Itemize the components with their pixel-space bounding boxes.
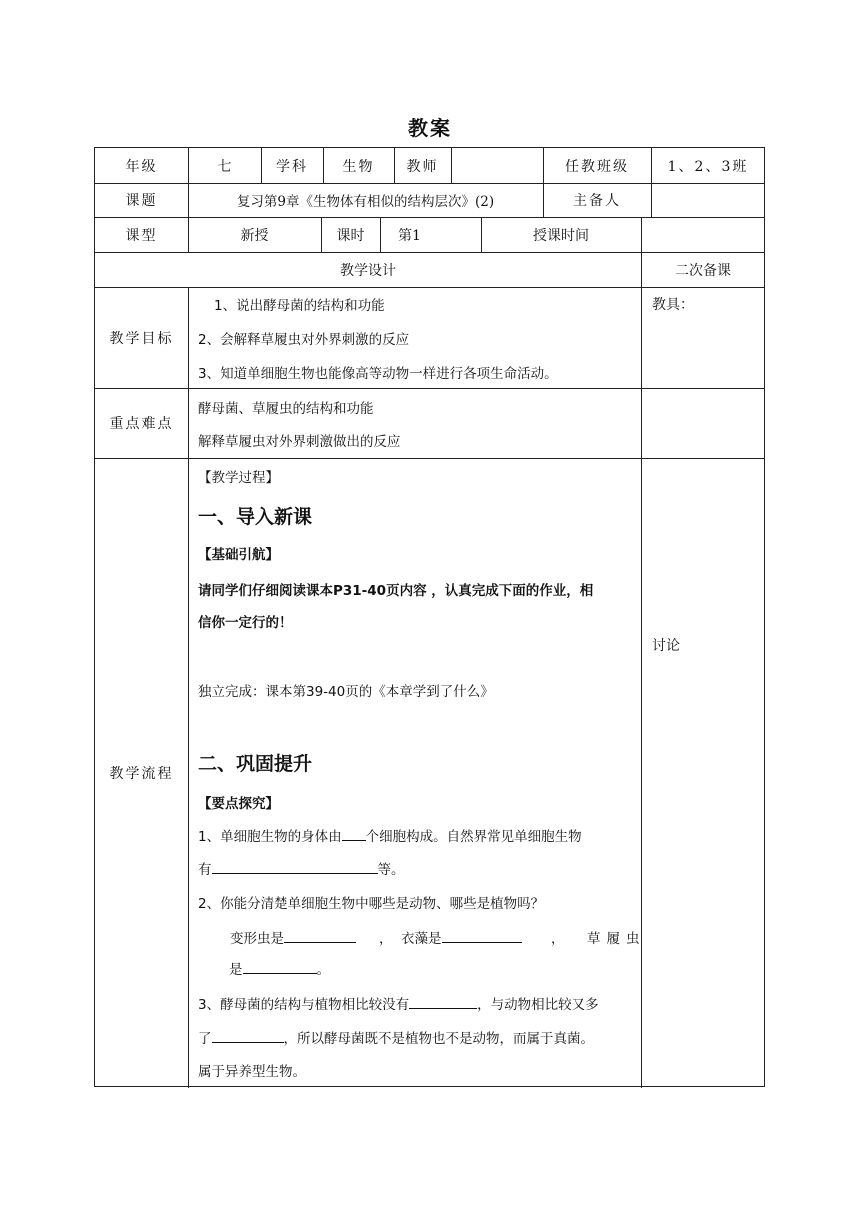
- keypoint-item: 解释草履虫对外界刺激做出的反应: [198, 434, 401, 450]
- question-2-algae: 衣藻是: [401, 927, 522, 947]
- type-value: 新授: [240, 227, 269, 244]
- section1-title: 一、导入新课: [198, 506, 313, 528]
- question-2: 2、你能分清楚单细胞生物中哪些是动物、哪些是植物吗？: [198, 896, 545, 912]
- answer-blank[interactable]: [284, 928, 356, 943]
- question-1-cont: 有 等。: [198, 858, 405, 878]
- page-title: 教案: [408, 116, 452, 140]
- time-value[interactable]: [641, 217, 765, 252]
- question-2-amoeba: 变形虫是: [230, 927, 356, 947]
- topic-value: 复习第9章《生物体有相似的结构层次》(2): [236, 194, 495, 210]
- independent-task: 独立完成：课本第39-40页的《本章学到了什么》: [198, 684, 494, 700]
- row-divider: [95, 388, 765, 389]
- answer-blank[interactable]: [342, 826, 366, 841]
- design-heading: 教学设计: [340, 262, 396, 279]
- question-2-paramecium-cont: 是 。: [229, 958, 330, 978]
- answer-blank[interactable]: [243, 959, 317, 974]
- separator: ，: [551, 931, 565, 947]
- question-3-end: 属于异养型生物。: [198, 1064, 306, 1080]
- preparer-label: 主备人: [573, 193, 621, 209]
- process-tag: 【教学过程】: [198, 470, 279, 486]
- col-divider: [641, 252, 642, 1088]
- objective-item: 3、知道单细胞生物也能像高等动物一样进行各项生命活动。: [198, 366, 558, 382]
- tools-label: 教具：: [652, 297, 694, 313]
- secondary-heading: 二次备课: [675, 262, 731, 279]
- section2-title: 二、巩固提升: [198, 753, 313, 775]
- teacher-value[interactable]: [451, 148, 543, 183]
- keypoints-label: 重点难点: [109, 416, 174, 432]
- process-label: 教学流程: [109, 766, 174, 782]
- answer-blank[interactable]: [442, 928, 522, 943]
- explore-tag: 【要点探究】: [198, 796, 279, 812]
- lesson-plan-table: [94, 147, 765, 1087]
- objectives-label: 教学目标: [109, 330, 174, 347]
- answer-blank[interactable]: [409, 994, 477, 1009]
- preparer-value[interactable]: [651, 183, 765, 217]
- row-divider: [95, 458, 765, 459]
- guide-line: 信你一定行的！: [198, 615, 293, 631]
- grade-value: 七: [217, 158, 232, 175]
- subject-label: 学科: [276, 158, 308, 175]
- objective-item: 1、说出酵母菌的结构和功能: [214, 298, 385, 314]
- separator: ，: [379, 931, 393, 947]
- classes-value: 1、2、3班: [667, 158, 749, 175]
- hours-value: 第1: [398, 227, 421, 244]
- question-1: 1、单细胞生物的身体由 个细胞构成。自然界常见单细胞生物: [198, 825, 582, 845]
- topic-label: 课题: [125, 193, 158, 209]
- keypoint-item: 酵母菌、草履虫的结构和功能: [198, 401, 374, 417]
- discussion-note: 讨论: [652, 638, 680, 654]
- grade-label: 年级: [125, 158, 158, 175]
- answer-blank[interactable]: [212, 1028, 284, 1043]
- row-divider: [95, 287, 765, 288]
- time-label: 授课时间: [533, 227, 589, 244]
- type-label: 课型: [125, 227, 158, 244]
- guide-line: 请同学们仔细阅读课本P31-40页内容 ，认真完成下面的作业，相: [198, 583, 594, 599]
- objective-item: 2、会解释草履虫对外界刺激的反应: [198, 332, 410, 348]
- answer-blank[interactable]: [212, 859, 378, 874]
- classes-label: 任教班级: [565, 158, 629, 175]
- teacher-label: 教师: [406, 158, 439, 175]
- col-divider: [188, 287, 189, 1088]
- subject-value: 生物: [342, 158, 375, 175]
- question-2-paramecium: 草履虫: [587, 931, 646, 947]
- hours-label: 课时: [336, 227, 365, 244]
- question-3: 3、酵母菌的结构与植物相比较没有 ，与动物相比较又多: [198, 993, 599, 1013]
- guide-tag: 【基础引航】: [198, 547, 279, 563]
- question-3-cont: 了 ，所以酵母菌既不是植物也不是动物，而属于真菌。: [198, 1027, 594, 1047]
